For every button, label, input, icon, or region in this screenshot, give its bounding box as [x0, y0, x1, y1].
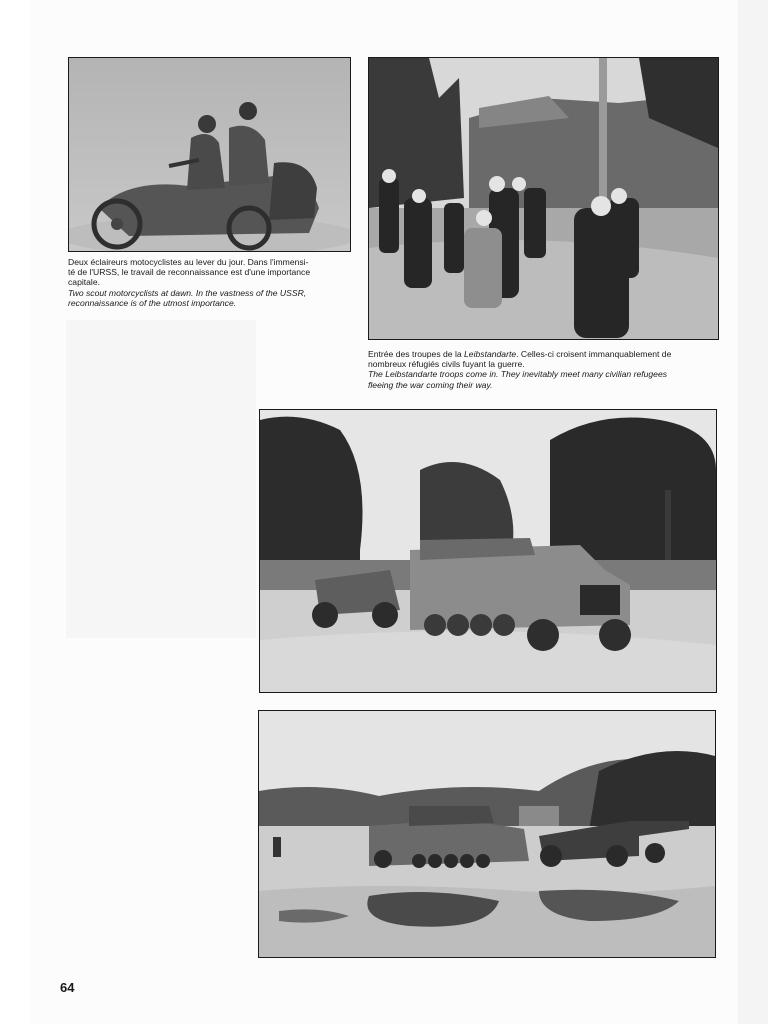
- photo-halftrack-field: [258, 710, 716, 958]
- photo-halftrack-road: [259, 409, 717, 693]
- photo-refugees: [368, 57, 719, 340]
- caption-en-line: reconnaissance is of the utmost importance.: [68, 297, 237, 308]
- bleed-through-shadow: [66, 320, 256, 638]
- page-edge: [738, 0, 768, 1024]
- caption-en-line: Two scout motorcyclists at dawn. In the vastness of the USSR,: [68, 287, 307, 298]
- photo-motorcyclists: [68, 57, 351, 252]
- caption-fr-line: té de l'URSS, le travail de reconnaissance est d'une importance: [68, 267, 311, 278]
- caption-en-line: The Leibstandarte troops come in. They inevitably meet many civilian refugees: [368, 369, 668, 380]
- photo-halftrack-field-image: [259, 711, 715, 957]
- photo-motorcyclists-image: [69, 58, 350, 251]
- caption-refugees: [368, 349, 720, 390]
- photo-refugees-image: [369, 58, 718, 339]
- caption-fr-line: capitale.: [68, 277, 101, 288]
- caption-fr-line: nombreux réfugiés civils fuyant la guerre.: [368, 359, 525, 370]
- unit-name-emphasis: Leibstandarte: [464, 349, 517, 359]
- caption-en-line: fleeing the war coming their way.: [368, 379, 493, 390]
- photo-halftrack-road-image: [260, 410, 716, 692]
- caption-fr-line: Deux éclaireurs motocyclistes au lever du jour. Dans l'immensi-: [68, 257, 309, 267]
- caption-motorcyclists: [68, 257, 353, 308]
- caption-fr-line: Entrée des troupes de la Leibstandarte. Celles-ci croisent immanquablement de: [368, 349, 672, 359]
- page-number: 64: [60, 980, 75, 995]
